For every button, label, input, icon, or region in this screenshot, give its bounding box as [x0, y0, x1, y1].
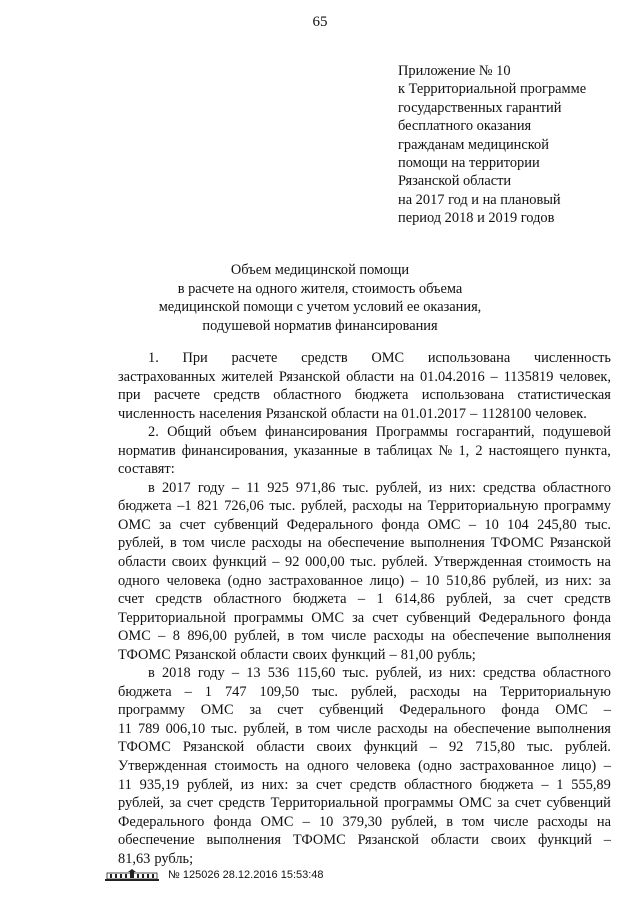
paragraph-line: застрахованных жителей Рязанской области на 01.04.2016 – 1135819 человек, — [118, 368, 611, 385]
paragraph-line: в 2017 году – 11 925 971,86 тыс. рублей, из них: средства областного — [148, 479, 611, 496]
government-building-stamp-icon — [104, 868, 160, 882]
paragraph-line: Территориальной программы ОМС за счет субвенций Федерального фонда — [118, 609, 611, 626]
title-line: медицинской помощи с учетом условий ее оказания, — [158, 299, 482, 316]
paragraph-line: одного человека (одно застрахованное лицо) – 10 510,86 рублей, из них: за — [118, 572, 611, 589]
title-line: в расчете на одного жителя, стоимость объема — [177, 280, 463, 297]
paragraph-line: норматив финансирования, указанные в таблицах № 1, 2 настоящего пункта, — [118, 442, 611, 459]
title-line: Объем медицинской помощи — [230, 262, 410, 278]
appendix-line: помощи на территории — [398, 155, 540, 172]
paragraph-line: в 2018 году – 13 536 115,60 тыс. рублей, из них: средства областного — [148, 665, 611, 682]
paragraph-line: счет средств областного бюджета – 1 614,86 рублей, за счет средств — [118, 591, 611, 608]
paragraph-line: 1. При расчете средств ОМС использована численность — [148, 350, 611, 366]
footer — [104, 868, 324, 882]
paragraph-line: ТФОМС Рязанской области своих функций – 81,00 рубль; — [118, 646, 476, 663]
paragraph-line: ТФОМС Рязанской области своих функций – 92 715,80 тыс. рублей. — [118, 739, 611, 756]
appendix-line: государственных гарантий — [398, 99, 562, 116]
appendix-line: период 2018 и 2019 годов — [398, 210, 555, 227]
appendix-line: на 2017 год и на плановый — [398, 191, 561, 208]
appendix-line: Приложение № 10 — [398, 63, 511, 79]
body-text — [118, 349, 611, 868]
appendix-line: к Территориальной программе — [398, 81, 587, 98]
registration-number: № 125026 28.12.2016 15:53:48 — [168, 869, 324, 881]
paragraph-line: Утвержденная стоимость на одного человека (одно застрахованное лицо) – — [118, 758, 611, 775]
paragraph-line: бюджета –1 821 726,06 тыс. рублей, расходы на Территориальную программу — [118, 498, 611, 515]
title-line: подушевой норматив финансирования — [202, 317, 438, 334]
appendix-line: Рязанской области — [398, 173, 512, 190]
appendix-line: гражданам медицинской — [398, 136, 549, 153]
paragraph-line: рублей, в том числе расходы на обеспечение выполнения ТФОМС Рязанской — [118, 535, 611, 552]
paragraph-line: 81,63 рубль; — [118, 850, 194, 867]
page-number: 65 — [312, 14, 328, 30]
paragraph-line: программу ОМС за счет субвенций Федерального фонда ОМС – — [118, 702, 611, 719]
paragraph-line: 11 789 006,10 тыс. рублей, в том числе расходы на обеспечение выполнения — [118, 720, 611, 737]
document-title — [0, 261, 640, 335]
paragraph-line: численность населения Рязанской области на 01.01.2017 – 1128100 человек. — [118, 405, 587, 422]
paragraph-line: при расчете средств областного бюджета использована статистическая — [118, 387, 611, 404]
paragraph-line: ОМС – 8 896,00 рублей, в том числе расходы на обеспечение выполнения — [118, 628, 611, 645]
appendix-header — [398, 62, 634, 228]
paragraph-line: обеспечение выполнения ТФОМС Рязанской области своих функций – — [118, 832, 611, 849]
paragraph-line: Федерального фонда ОМС – 10 379,30 рублей, в том числе расходы на — [118, 813, 611, 830]
appendix-line: бесплатного оказания — [398, 118, 532, 135]
paragraph-line: бюджета – 1 747 109,50 тыс. рублей, расходы на Территориальную — [118, 683, 611, 700]
paragraph-line: области своих функций – 92 000,00 тыс. рублей. Утвержденная стоимость на — [118, 554, 611, 571]
paragraph-line: рублей, за счет средств Территориальной программы ОМС за счет субвенций — [118, 795, 611, 812]
paragraph-line: составят: — [118, 461, 175, 478]
paragraph-line: 2. Общий объем финансирования Программы госгарантий, подушевой — [148, 424, 611, 441]
paragraph-line: 11 935,19 рублей, из них: за счет средств областного бюджета – 1 555,89 — [118, 776, 611, 793]
paragraph-line: ОМС за счет субвенций Федерального фонда ОМС – 10 104 245,80 тыс. — [118, 516, 611, 533]
